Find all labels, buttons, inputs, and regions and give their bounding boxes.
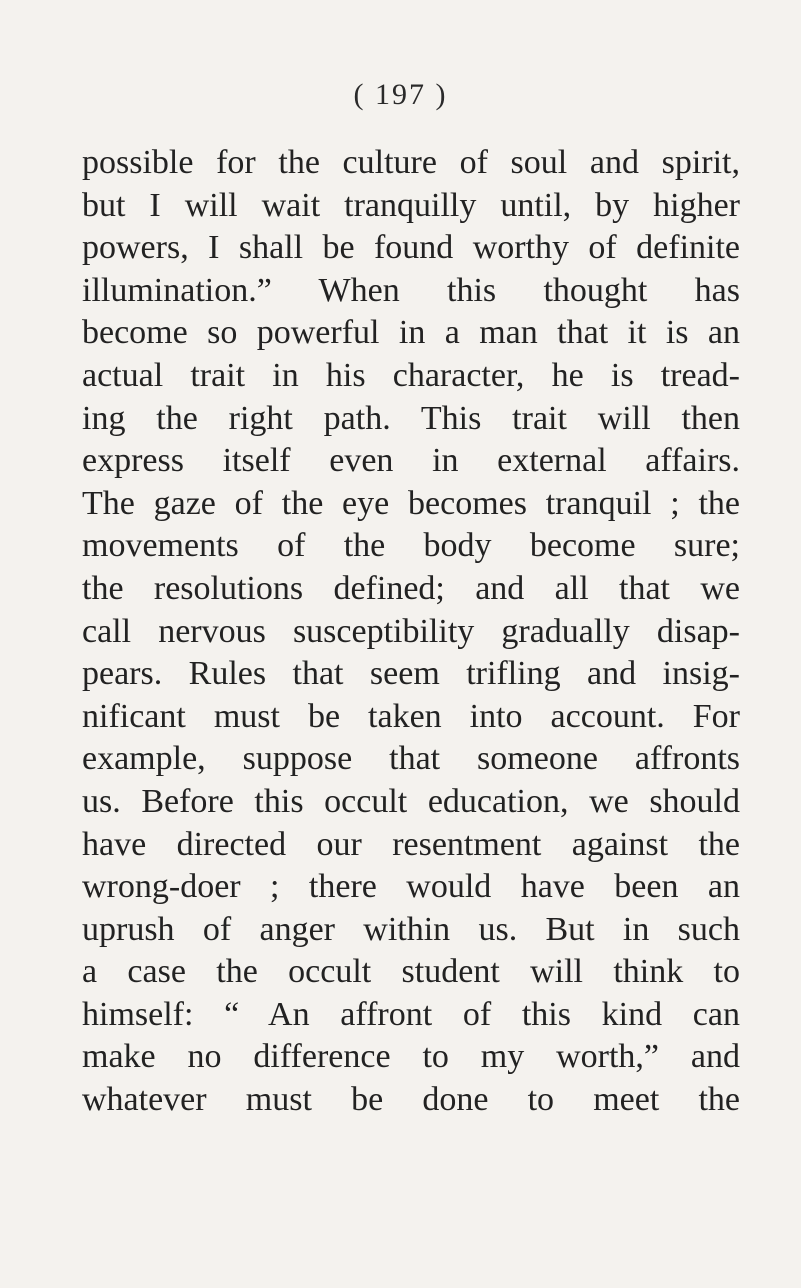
text-line: powers, I shall be found worthy of definite xyxy=(82,229,740,267)
text-line: become so powerful in a man that it is an xyxy=(82,314,740,352)
text-line: illumination.” When this thought has xyxy=(82,271,740,309)
text-line: nificant must be taken into account. For xyxy=(82,697,740,735)
text-line: call nervous susceptibility gradually disap- xyxy=(82,612,740,650)
text-line: whatever must be done to meet the xyxy=(82,1081,740,1119)
text-line: pears. Rules that seem trifling and insig- xyxy=(82,655,740,693)
text-line: have directed our resentment against the xyxy=(82,825,740,863)
text-line: The gaze of the eye becomes tranquil ; the xyxy=(82,484,740,522)
text-line: possible for the culture of soul and spirit, xyxy=(82,144,740,181)
text-line: but I will wait tranquilly until, by higher xyxy=(82,186,740,224)
text-line: make no difference to my worth,” and xyxy=(82,1038,740,1076)
text-line: us. Before this occult education, we should xyxy=(82,782,740,820)
text-line: ing the right path. This trait will then xyxy=(82,399,740,437)
text-line: wrong-doer ; there would have been an xyxy=(82,868,740,906)
text-line: movements of the body become sure; xyxy=(82,527,740,565)
text-line: himself: “ An affront of this kind can xyxy=(82,995,740,1033)
text-line: uprush of anger within us. But in such xyxy=(82,910,740,948)
text-line: actual trait in his character, he is tread- xyxy=(82,356,740,394)
text-line: example, suppose that someone affronts xyxy=(82,740,740,778)
text-line: express itself even in external affairs. xyxy=(82,442,740,480)
body-text xyxy=(82,142,740,1122)
text-line: the resolutions defined; and all that we xyxy=(82,569,740,607)
text-line: a case the occult student will think to xyxy=(82,953,740,991)
page-number: ( 197 ) xyxy=(353,78,448,111)
